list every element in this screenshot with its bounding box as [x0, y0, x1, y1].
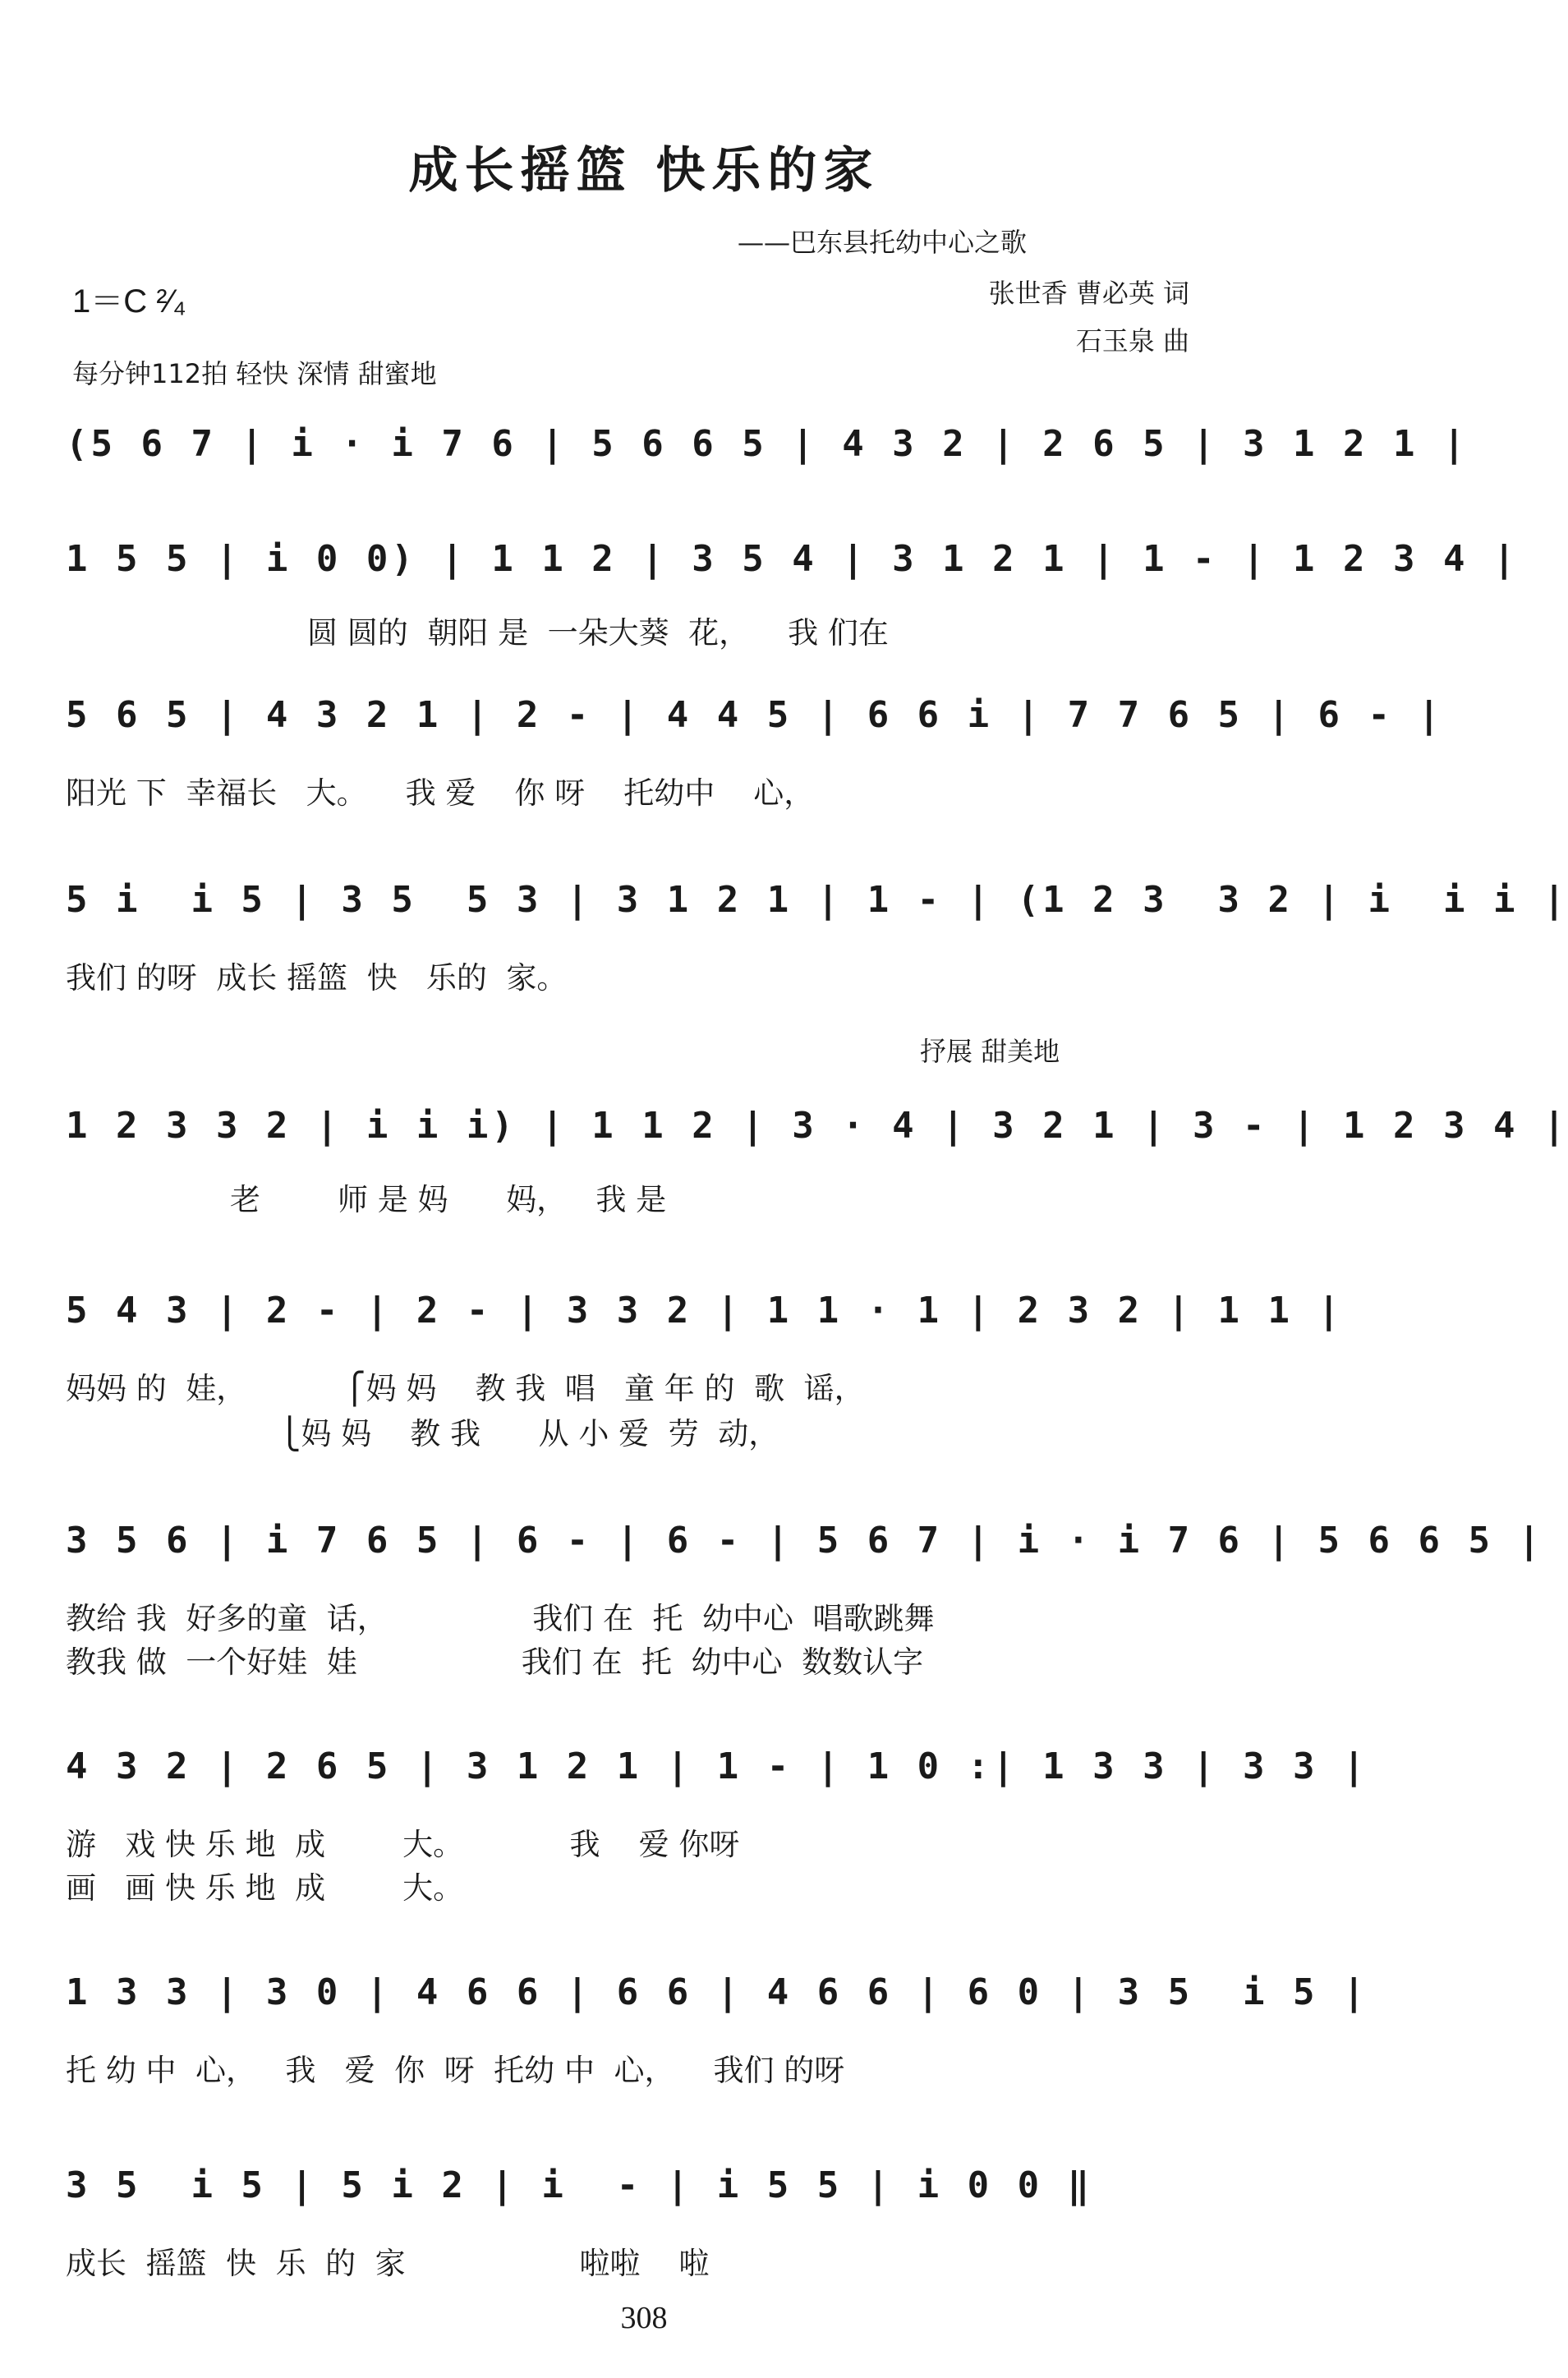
lyric-line-2: 圆 圆的 朝阳 是 一朵大葵 花， 我 们在: [66, 615, 889, 651]
lyric-line-10: 成长 摇篮 快 乐 的 家 啦啦 啦: [66, 2246, 710, 2281]
lyricist: 张世香 曹必英 词: [988, 278, 1189, 309]
lyric-line-9: 托 幼 中 心， 我 爱 你 呀 托幼 中 心， 我们 的呀: [66, 2053, 845, 2088]
page-number: 308: [620, 2301, 668, 2335]
composer: 石玉泉 曲: [1075, 325, 1189, 356]
notation-line-3: 5 6 5 | 4 3 2 1 | 2 - | 4 4 5 | 6 6 i | 7 7 6 5 | 6 - |: [66, 694, 1443, 736]
lyric-line-8a: 游 戏 快 乐 地 成 大。 我 爱 你呀: [66, 1827, 740, 1862]
notation-line-6: 5 4 3 | 2 - | 2 - | 3 3 2 | 1 1 · 1 | 2 3 2 | 1 1 |: [66, 1290, 1344, 1332]
notation-line-7: 3 5 6 | i 7 6 5 | 6 - | 6 - | 5 6 7 | i · i 7 6 | 5 6 6 5 |: [66, 1520, 1543, 1562]
notation-line-5: 1 2 3 3 2 | i i i) | 1 1 2 | 3 · 4 | 3 2 1 | 3 - | 1 2 3 4 |: [66, 1105, 1568, 1147]
notation-line-10: 3 5 i 5 | 5 i 2 | i - | i 5 5 | i 0 0 ‖: [66, 2164, 1093, 2206]
lyric-line-3: 阳光 下 幸福长 大。 我 爱 你 呀 托幼中 心，: [66, 775, 815, 811]
notation-line-8: 4 3 2 | 2 6 5 | 3 1 2 1 | 1 - | 1 0 :| 1 3 3 | 3 3 |: [66, 1746, 1368, 1787]
notation-line-4: 5 i i 5 | 3 5 5 3 | 3 1 2 1 | 1 - | (1 2 3 3 2 | i i i |: [66, 879, 1568, 921]
lyric-line-4: 我们 的呀 成长 摇篮 快 乐的 家。: [66, 960, 568, 996]
lyric-line-8b: 画 画 快 乐 地 成 大。: [66, 1870, 464, 1906]
song-title: 成长摇篮 快乐的家: [408, 142, 880, 200]
lyric-line-7b: 教我 做 一个好娃 娃 我们 在 托 幼中心 数数认字: [66, 1644, 924, 1680]
expression-marking: 抒展 甜美地: [920, 1036, 1060, 1067]
lyric-line-7a: 教给 我 好多的童 话， 我们 在 托 幼中心 唱歌跳舞: [66, 1601, 935, 1636]
credits: [989, 269, 1189, 365]
lyric-line-5: 老 师 是 妈 妈， 我 是: [66, 1182, 667, 1217]
lyric-line-6b: ⎩妈 妈 教 我 从 小 爱 劳 动，: [66, 1416, 779, 1451]
key-signature: 1＝C ²⁄₄: [72, 283, 186, 320]
notation-line-1: (5 6 7 | i · i 7 6 | 5 6 6 5 | 4 3 2 | 2 6 5 | 3 1 2 1 |: [66, 423, 1469, 465]
song-subtitle: ——巴东县托幼中心之歌: [737, 227, 1027, 258]
tempo-marking: 每分钟112拍 轻快 深情 甜蜜地: [72, 358, 437, 389]
notation-line-2: 1 5 5 | i 0 0) | 1 1 2 | 3 5 4 | 3 1 2 1 | 1 - | 1 2 3 4 |: [66, 538, 1519, 580]
notation-line-9: 1 3 3 | 3 0 | 4 6 6 | 6 6 | 4 6 6 | 6 0 | 3 5 i 5 |: [66, 1971, 1368, 2013]
lyric-line-6a: 妈妈 的 娃， ⎧妈 妈 教 我 唱 童 年 的 歌 谣，: [66, 1371, 865, 1406]
